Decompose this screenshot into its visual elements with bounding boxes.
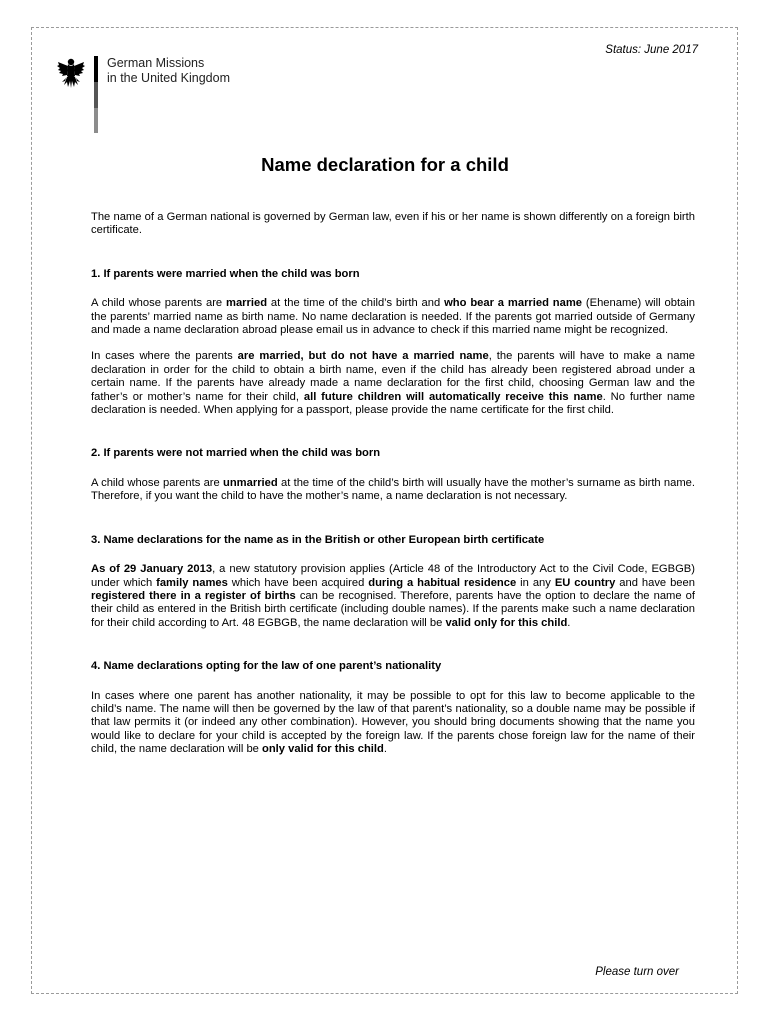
organization-name bbox=[107, 56, 230, 86]
section-1-heading: 1. If parents were married when the child was born bbox=[91, 267, 360, 280]
section-3-heading: 3. Name declarations for the name as in the British or other European birth certificate bbox=[91, 533, 545, 546]
org-line-1: German Missions bbox=[107, 56, 205, 70]
flag-stripe bbox=[94, 56, 98, 133]
section-3-paragraph-1: As of 29 January 2013, a new statutory provision applies (Article 48 of the Introductory Act to the Civil Code, EGBGB) under which family names which have been acquired during a habitual residence in any EU country and have been registered there in a register of births can be recognised. Therefore, parents have the option to declare the name of their child as entered in the British birth certificate (including double names). If the parents make such a name declaration for their child according to Art. 48 EGBGB, the name declaration will be valid only for this child. bbox=[91, 563, 695, 629]
section-4-paragraph-1: In cases where one parent has another nationality, it may be possible to opt for this law to become applicable to the child’s name. The name will then be governed by the law of that parent’s nationality, so a double name may be possible if that law permits it (or indeed any other combination). However, you should bring documents showing that the name you would like to declare for your child is accepted by the foreign law. If the parents chose foreign law for the name of their child, the name declaration will be only valid for this child. bbox=[91, 689, 695, 756]
page-title: Name declaration for a child bbox=[261, 154, 509, 175]
section-2-paragraph-1: A child whose parents are unmarried at the time of the child’s birth will usually have the mother’s surname as birth name. Therefore, if you want the child to have the mother’s name, a name declaration is not necessary. bbox=[91, 476, 696, 503]
federal-eagle-icon bbox=[56, 56, 86, 90]
section-2-heading: 2. If parents were not married when the child was born bbox=[91, 447, 381, 460]
section-1-paragraph-1: A child whose parents are married at the time of the child’s birth and who bear a married name (Ehename) will obtain the parents’ married name as birth name. No name declaration is needed. If the parents got married outside of Germany and made a name declaration abroad please email us in advance to check if this married name might be recognized. bbox=[91, 297, 695, 337]
page-footer-note: Please turn over bbox=[595, 966, 679, 978]
status-date: Status: June 2017 bbox=[605, 44, 698, 56]
intro-paragraph: The name of a German national is governed by German law, even if his or her name is shown differently on a foreign birth certificate. bbox=[91, 211, 695, 237]
org-line-2: in the United Kingdom bbox=[107, 71, 230, 85]
section-1-paragraph-2: In cases where the parents are married, but do not have a married name, the parents will have to make a name declaration in order for the child to obtain a birth name, even if the child has already been registered abroad under a certain name. If the parents have already made a name declaration for the first child, choosing German law and the father’s or mother’s name for their child, all future children will automatically receive this name. No further name declaration is needed. When applying for a passport, please provide the name certificate for the first child. bbox=[91, 350, 695, 417]
section-4-heading: 4. Name declarations opting for the law of one parent’s nationality bbox=[91, 660, 442, 673]
document-body bbox=[91, 211, 695, 757]
